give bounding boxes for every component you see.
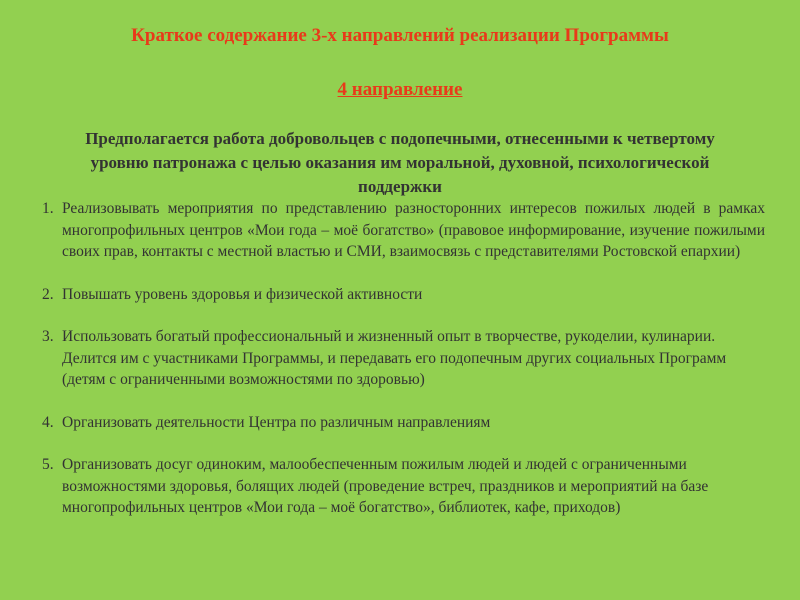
list-item-text: Реализовывать мероприятия по представлению разносторонних интересов пожилых людей в рамках многопрофильных центров «Мои года – моё богатство» (правовое информирование, изучение пожилыми своих прав, контакты с местной властью и СМИ, взаимосвязь с представителями Ростовской епархии) bbox=[62, 200, 765, 260]
list-item-text: Повышать уровень здоровья и физической активности bbox=[62, 285, 423, 303]
directions-list bbox=[40, 198, 765, 540]
slide-subtitle: 4 направление bbox=[337, 79, 463, 100]
list-item-number: 3. bbox=[42, 328, 54, 345]
slide-title: Краткое содержание 3-х направлений реализации Программы bbox=[131, 25, 669, 46]
list-item-number: 4. bbox=[42, 413, 54, 431]
list-item bbox=[40, 198, 765, 263]
list-item-text: Организовать досуг одиноким, малообеспеченным пожилым людей и людей с ограниченными возможностями здоровья, болящих людей (проведение встреч, праздников и мероприятий на базе многопрофильных центров «Мои года – моё богатство», библиотек, кафе, приходов) bbox=[62, 456, 709, 516]
list-item-text: Организовать деятельности Центра по различным направлениям bbox=[62, 413, 491, 431]
list-item-text: Использовать богатый профессиональный и жизненный опыт в творчестве, рукоделии, кулинарии. Делится им с участниками Программы, и передавать его подопечным других социальных Программ (детям с ограниченными возможностями по здоровью) bbox=[62, 328, 727, 388]
intro-paragraph: Предполагается работа добровольцев с подопечными, отнесенными к четвертому уровню патронажа с целью оказания им моральной, духовной, психологической поддержки bbox=[85, 129, 715, 196]
list-item bbox=[40, 454, 765, 519]
list-item-number: 1. bbox=[42, 200, 54, 217]
list-item bbox=[40, 284, 765, 306]
list-item-number: 5. bbox=[42, 456, 54, 473]
list-item bbox=[40, 326, 765, 391]
list-item-number: 2. bbox=[42, 285, 54, 303]
list-item bbox=[40, 412, 765, 434]
